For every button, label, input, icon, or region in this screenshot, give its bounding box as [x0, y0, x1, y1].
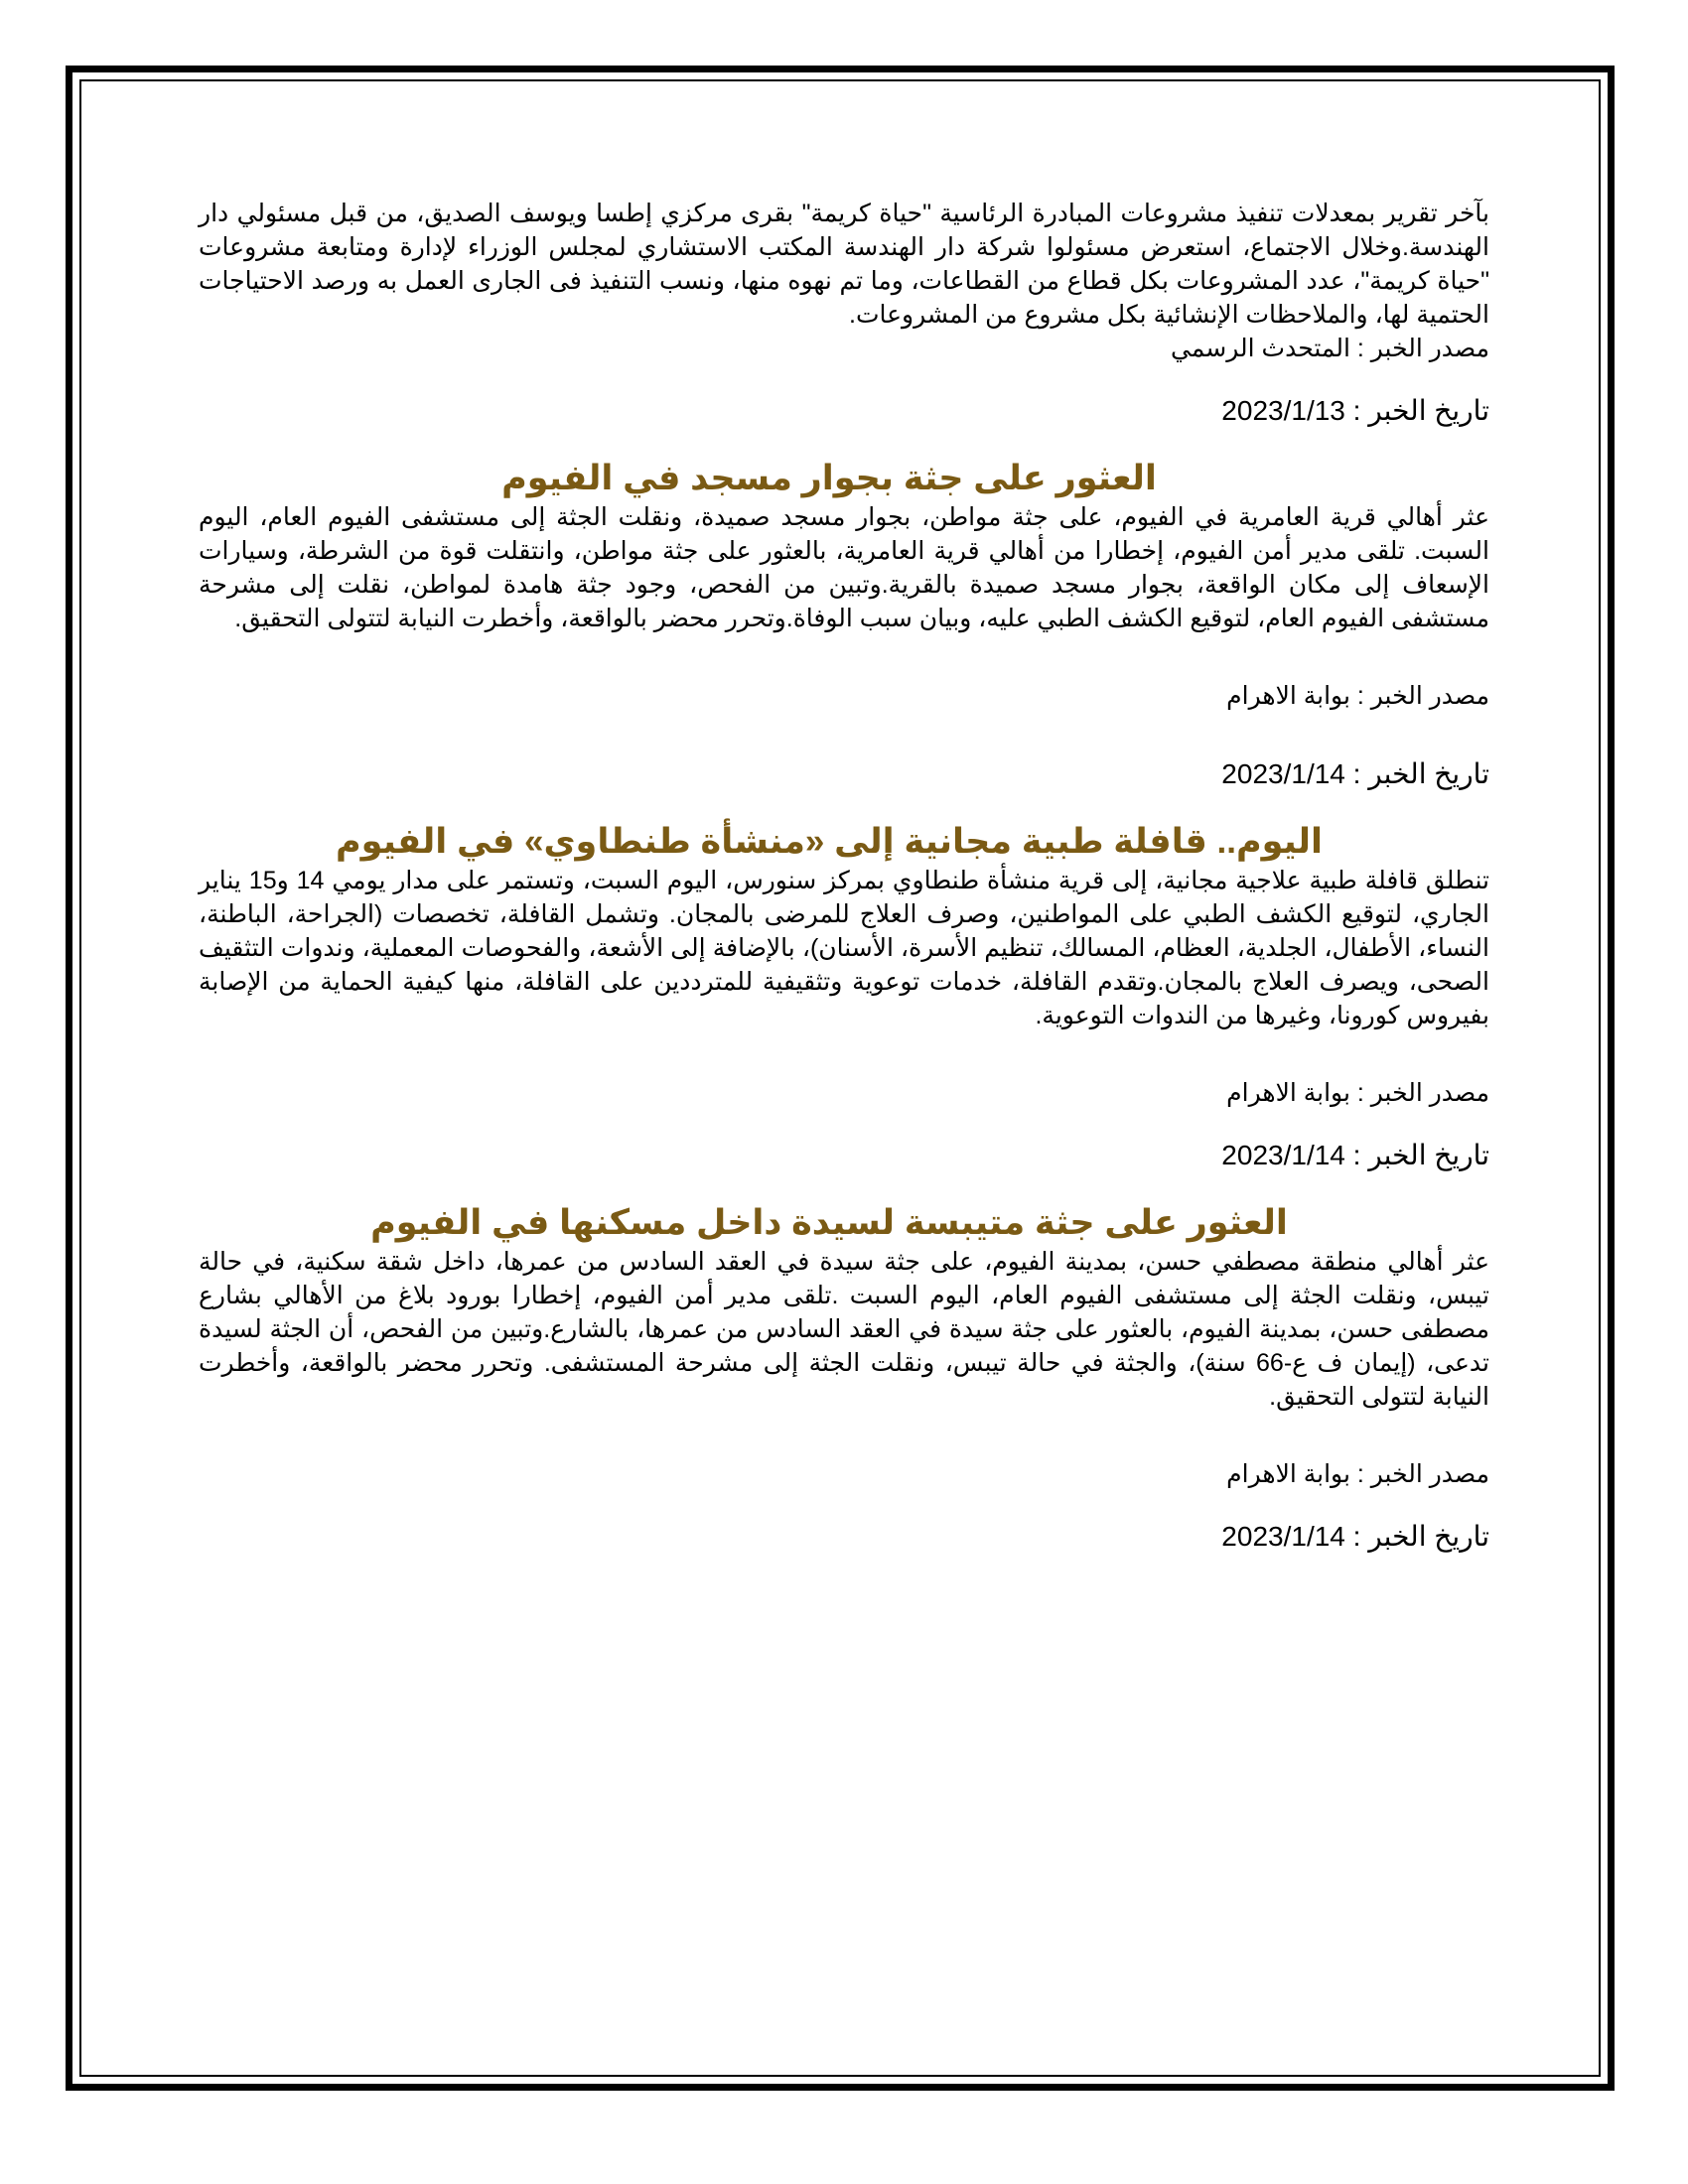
- article-body: عثر أهالي منطقة مصطفي حسن، بمدينة الفيوم، على جثة سيدة في العقد السادس من عمرها، داخل شقة سكنية، في حالة تيبس، ونقلت الجثة إلى مستشفى الفيوم العام، اليوم السبت .تلقى مدير أمن الفيوم، إخطارا بورود بلاغ من الأهالي بشارع مصطفى حسن، بمدينة الفيوم، بالعثور على جثة سيدة في العقد السادس من عمرها، بالشارع.وتبين من الفحص، أن الجثة لسيدة تدعى، (إيمان ف ع-66 سنة)، والجثة في حالة تيبس، ونقلت الجثة إلى مشرحة المستشفى. وتحرر محضر بالواقعة، وأخطرت النيابة لتتولى التحقيق.: [199, 1248, 1489, 1411]
- article-source: مصدر الخبر : بوابة الاهرام: [1226, 1079, 1489, 1107]
- article-source: مصدر الخبر : بوابة الاهرام: [1226, 682, 1489, 710]
- news-document: [199, 197, 1489, 1555]
- article-date: تاريخ الخبر : 2023/1/14: [1221, 758, 1489, 789]
- article-date: تاريخ الخبر : 2023/1/14: [1221, 1140, 1489, 1170]
- article-date: تاريخ الخبر : 2023/1/13: [1221, 395, 1489, 426]
- news-article-3: [199, 820, 1489, 1173]
- article-headline: اليوم.. قافلة طبية مجانية إلى «منشأة طنطاوي» في الفيوم: [336, 822, 1323, 861]
- article-source: مصدر الخبر : المتحدث الرسمي: [1171, 335, 1489, 362]
- news-article-4: [199, 1201, 1489, 1555]
- article-date: تاريخ الخبر : 2023/1/14: [1221, 1521, 1489, 1552]
- article-body: بآخر تقرير بمعدلات تنفيذ مشروعات المبادرة الرئاسية "حياة كريمة" بقرى مركزي إطسا ويوسف الصديق، من قبل مسئولي دار الهندسة.وخلال الاجتماع، استعرض مسئولوا شركة دار الهندسة المكتب الاستشاري لمجلس الوزراء لإدارة ومتابعة مشروعات "حياة كريمة"، عدد المشروعات بكل قطاع من القطاعات، وما تم نهوه منها، ونسب التنفيذ فى الجارى العمل به ورصد الاحتياجات الحتمية لها، والملاحظات الإنشائية بكل مشروع من المشروعات.: [199, 200, 1489, 329]
- article-headline: العثور على جثة بجوار مسجد في الفيوم: [501, 459, 1157, 497]
- news-article-1: [199, 197, 1489, 429]
- article-headline: العثور على جثة متيبسة لسيدة داخل مسكنها في الفيوم: [370, 1203, 1288, 1242]
- article-source: مصدر الخبر : بوابة الاهرام: [1226, 1460, 1489, 1488]
- article-body: عثر أهالي قرية العامرية في الفيوم، على جثة مواطن، بجوار مسجد صميدة، ونقلت الجثة إلى مستشفى الفيوم العام، اليوم السبت. تلقى مدير أمن الفيوم، إخطارا من أهالي قرية العامرية، بالعثور على جثة مواطن، وانتقلت قوة من الشرطة، وسيارات الإسعاف إلى مكان الواقعة، بجوار مسجد صميدة بالقرية.وتبين من الفحص، وجود جثة هامدة لمواطن، نقلت إلى مشرحة مستشفى الفيوم العام، لتوقيع الكشف الطبي عليه، وبيان سبب الوفاة.وتحرر محضر بالواقعة، وأخطرت النيابة لتتولى التحقيق.: [199, 503, 1489, 632]
- news-article-2: [199, 457, 1489, 792]
- article-body: تنطلق قافلة طبية علاجية مجانية، إلى قرية منشأة طنطاوي بمركز سنورس، اليوم السبت، وتستمر على مدار يومي 14 و15 يناير الجاري، لتوقيع الكشف الطبي على المواطنين، وصرف العلاج للمرضى بالمجان. وتشمل القافلة، تخصصات (الجراحة، الباطنة، النساء، الأطفال، الجلدية، العظام، المسالك، تنظيم الأسرة، الأسنان)، بالإضافة إلى الأشعة، والفحوصات المعملية، وندوات التثقيف الصحى، ويصرف العلاج بالمجان.وتقدم القافلة، خدمات توعوية وتثقيفية للمترددين على القافلة، منها كيفية الحماية من الإصابة بفيروس كورونا، وغيرها من الندوات التوعوية.: [199, 867, 1489, 1029]
